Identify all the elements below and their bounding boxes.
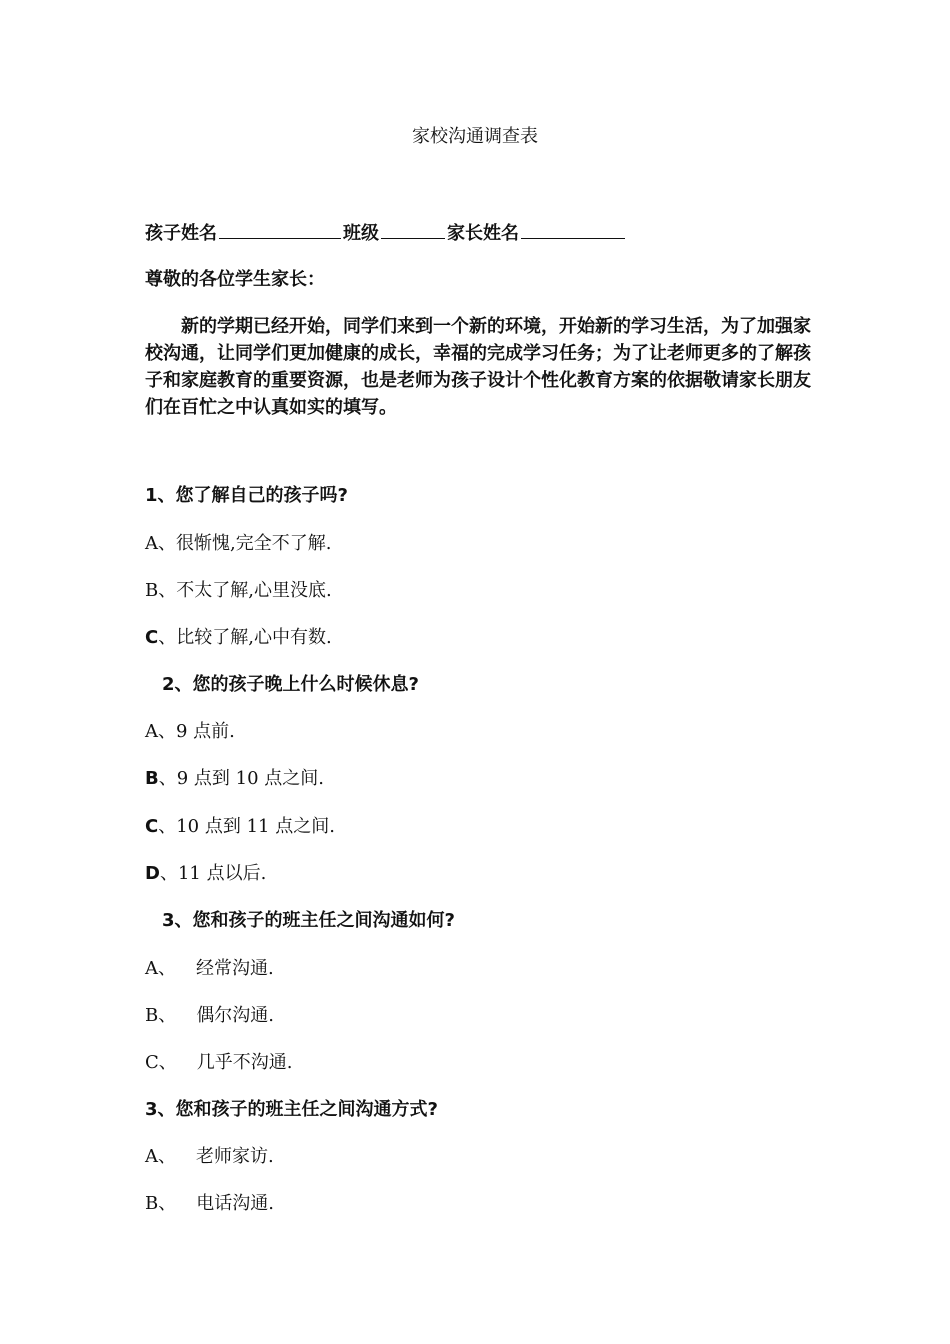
info-fields-row bbox=[145, 218, 627, 247]
option-text: 11 点以后. bbox=[177, 863, 267, 884]
parent-name-label: 家长姓名 bbox=[447, 223, 519, 244]
option-text: 10 点到 11 点之间. bbox=[176, 816, 335, 837]
option-text: 电话沟通. bbox=[196, 1193, 274, 1214]
option-1b[interactable] bbox=[145, 578, 332, 604]
option-text: 几乎不沟通. bbox=[196, 1052, 293, 1073]
option-sep: 、 bbox=[158, 580, 177, 601]
option-4b[interactable] bbox=[145, 1191, 274, 1217]
option-3b[interactable] bbox=[145, 1003, 274, 1029]
option-2c[interactable] bbox=[145, 814, 335, 840]
option-2a[interactable] bbox=[145, 719, 235, 745]
option-sep: 、 bbox=[158, 958, 176, 979]
option-text: 比较了解,心中有数. bbox=[176, 627, 332, 648]
option-text: 偶尔沟通. bbox=[196, 1005, 274, 1026]
option-1a[interactable] bbox=[145, 531, 331, 557]
option-label: B bbox=[145, 768, 159, 789]
option-sep: 、 bbox=[158, 533, 176, 554]
option-sep: 、 bbox=[158, 1005, 177, 1026]
option-sep: 、 bbox=[158, 1052, 177, 1073]
option-sep: 、 bbox=[158, 721, 176, 742]
greeting: 尊敬的各位学生家长： bbox=[145, 269, 325, 290]
option-2b[interactable] bbox=[145, 766, 324, 792]
option-text: 不太了解,心里没底. bbox=[176, 580, 332, 601]
child-name-blank[interactable] bbox=[219, 218, 341, 239]
option-sep: 、 bbox=[158, 816, 177, 837]
question-4: 3、您和孩子的班主任之间沟通方式? bbox=[145, 1099, 438, 1120]
option-label: C bbox=[145, 627, 159, 648]
child-name-label: 孩子姓名 bbox=[145, 223, 217, 244]
option-sep: 、 bbox=[159, 863, 178, 884]
option-label: C bbox=[145, 1052, 159, 1073]
parent-name-blank[interactable] bbox=[521, 218, 625, 239]
option-label: B bbox=[145, 1193, 159, 1214]
question-2: 2、您的孩子晚上什么时候休息? bbox=[162, 674, 419, 695]
intro-paragraph: 新的学期已经开始，同学们来到一个新的环境，开始新的学习生活，为了加强家校沟通，让同学们更加健康的成长，幸福的完成学习任务；为了让老师更多的了解孩子和家庭教育的重要资源，也是老师为孩子设计个性化教育方案的依据敬请家长朋友们在百忙之中认真如实的填写。 bbox=[145, 316, 811, 418]
option-2d[interactable] bbox=[145, 861, 266, 887]
option-sep: 、 bbox=[158, 768, 177, 789]
option-label: A bbox=[145, 958, 158, 979]
question-3: 3、您和孩子的班主任之间沟通如何? bbox=[162, 910, 455, 931]
option-sep: 、 bbox=[158, 1146, 176, 1167]
option-text: 9 点前. bbox=[176, 721, 235, 742]
option-label: B bbox=[145, 580, 159, 601]
option-1c[interactable] bbox=[145, 625, 332, 651]
option-text: 很惭愧,完全不了解. bbox=[176, 533, 332, 554]
option-text: 9 点到 10 点之间. bbox=[176, 768, 324, 789]
option-label: D bbox=[145, 863, 160, 884]
class-blank[interactable] bbox=[381, 218, 445, 239]
option-text: 老师家访. bbox=[196, 1146, 274, 1167]
page-title: 家校沟通调查表 bbox=[412, 126, 538, 147]
option-label: B bbox=[145, 1005, 159, 1026]
question-1: 1、您了解自己的孩子吗? bbox=[145, 485, 348, 506]
option-label: A bbox=[145, 533, 158, 554]
option-text: 经常沟通. bbox=[196, 958, 274, 979]
option-label: A bbox=[145, 721, 158, 742]
option-sep: 、 bbox=[158, 1193, 177, 1214]
option-sep: 、 bbox=[158, 627, 177, 648]
option-3a[interactable] bbox=[145, 956, 274, 982]
option-3c[interactable] bbox=[145, 1050, 293, 1076]
option-4a[interactable] bbox=[145, 1144, 274, 1170]
class-label: 班级 bbox=[343, 223, 379, 244]
option-label: A bbox=[145, 1146, 158, 1167]
option-label: C bbox=[145, 816, 159, 837]
